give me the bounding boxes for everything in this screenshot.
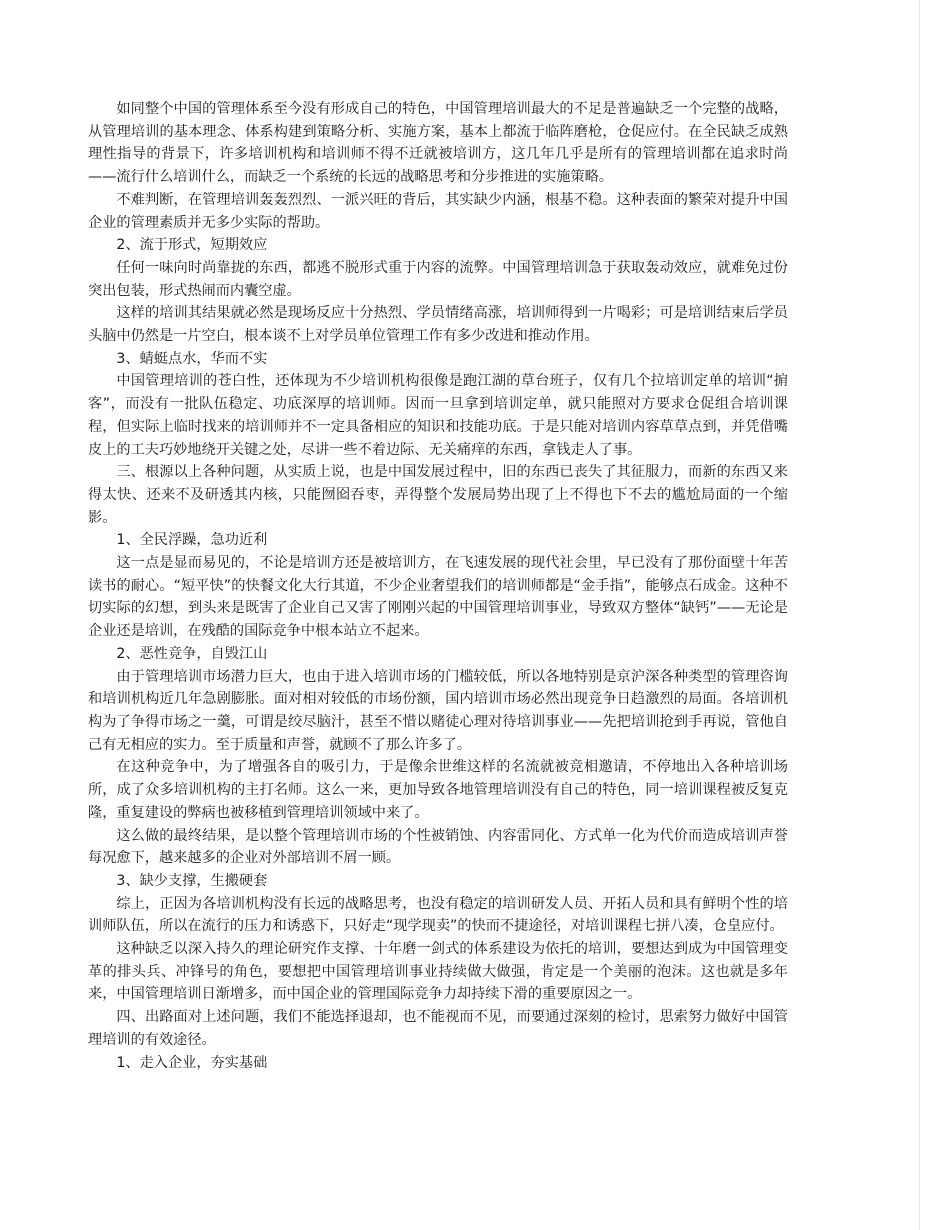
section-heading: 1、全民浮躁，急功近利 [116,532,268,549]
body-paragraph: 这一点是显而易见的，不论是培训方还是被培训方，在飞速发展的现代社会里，早已没有了那份面壁十年苦读书的耐心。“短平快”的快餐文化大行其道，不少企业奢望我们的培训师都是“金手指”，能够点石成金。这种不切实际的幻想，到头来是既害了企业自己又害了刚刚兴起的中国管理培训事业，导致双方整体“缺钙”——无论是企业还是培训，在残酷的国际竞争中根本站立不起来。 [88,555,788,640]
page-edge-line [919,0,920,1230]
body-paragraph: 这么做的最终结果，是以整个管理培训市场的个性被销蚀、内容雷同化、方式单一化为代价而造成培训声誉每况愈下，越来越多的企业对外部培训不屑一顾。 [88,827,788,867]
body-paragraph: 综上，正因为各培训机构没有长远的战略思考，也没有稳定的培训研发人员、开拓人员和具有鲜明个性的培训师队伍，所以在流行的压力和诱惑下，只好走“现学现卖”的快而不捷途径，对培训课程七拼八凑，仓皇应付。 [88,895,788,935]
section-heading: 2、流于形式，短期效应 [116,237,268,254]
body-paragraph: 由于管理培训市场潜力巨大，也由于进入培训市场的门槛较低，所以各地特别是京沪深各种类型的管理咨询和培训机构近几年急剧膨胀。面对相对较低的市场份额，国内培训市场必然出现竞争日趋激烈的局面。各培训机构为了争得市场之一羹，可谓是绞尽脑汁，甚至不惜以赌徒心理对待培训事业——先把培训抢到手再说，管他自己有无相应的实力。至于质量和声誉，就顾不了那么许多了。 [88,668,788,753]
body-paragraph: 在这种竞争中，为了增强各自的吸引力，于是像余世维这样的名流就被竞相邀请，不停地出入各种培训场所，成了众多培训机构的主打名师。这么一来，更加导致各地管理培训没有自己的特色，同一培训课程被反复克隆，重复建设的弊病也被移植到管理培训领域中来了。 [88,759,788,821]
body-paragraph: 这种缺乏以深入持久的理论研究作支撑、十年磨一剑式的体系建设为依托的培训，要想达到成为中国管理变革的排头兵、冲锋号的角色，要想把中国管理培训事业持续做大做强，肯定是一个美丽的泡沫。这也就是多年来，中国管理培训日渐增多，而中国企业的管理国际竞争力却持续下滑的重要原因之一。 [88,941,788,1003]
body-paragraph: 四、出路面对上述问题，我们不能选择退却，也不能视而不见，而要通过深刻的检讨，思索努力做好中国管理培训的有效途径。 [88,1009,788,1048]
document-body [88,98,788,1074]
section-heading: 3、蜻蜓点水，华而不实 [116,350,268,367]
body-paragraph: 如同整个中国的管理体系至今没有形成自己的特色，中国管理培训最大的不足是普遍缺乏一个完整的战略，从管理培训的基本理念、体系构建到策略分析、实施方案，基本上都流于临阵磨枪，仓促应付。在全民缺乏成熟理性指导的背景下，许多培训机构和培训师不得不迁就被培训方，这几年几乎是所有的管理培训都在追求时尚——流行什么培训什么，而缺乏一个系统的长远的战略思考和分步推进的实施策略。 [88,101,788,186]
body-paragraph: 三、根源以上各种问题，从实质上说，也是中国发展过程中，旧的东西已丧失了其征服力，而新的东西又来得太快、还来不及研透其内核，只能囫囵吞枣，弄得整个发展局势出现了上不得也下不去的尴尬局面的一个缩影。 [88,464,788,526]
section-heading: 2、恶性竞争，自毁江山 [116,645,268,662]
section-heading: 1、走入企业，夯实基础 [116,1054,268,1071]
body-paragraph: 中国管理培训的苍白性，还体现为不少培训机构很像是跑江湖的草台班子，仅有几个拉培训定单的培训“掮客”，而没有一批队伍稳定、功底深厚的培训师。因而一旦拿到培训定单，就只能照对方要求仓促组合培训课程，但实际上临时找来的培训师并不一定具备相应的知识和技能功底。于是只能对培训内容草草点到，并凭借嘴皮上的工夫巧妙地绕开关键之处，尽讲一些不着边际、无关痛痒的东西，拿钱走人了事。 [88,373,788,458]
body-paragraph: 不难判断，在管理培训轰轰烈烈、一派兴旺的背后，其实缺少内涵，根基不稳。这种表面的繁荣对提升中国企业的管理素质并无多少实际的帮助。 [88,191,788,231]
section-heading: 3、缺少支撑，生搬硬套 [116,872,268,889]
body-paragraph: 任何一味向时尚靠拢的东西，都逃不脱形式重于内容的流弊。中国管理培训急于获取轰动效应，就难免过份突出包装，形式热闹而内囊空虚。 [88,259,788,299]
body-paragraph: 这样的培训其结果就必然是现场反应十分热烈、学员情绪高涨，培训师得到一片喝彩；可是培训结束后学员头脑中仍然是一片空白，根本谈不上对学员单位管理工作有多少改进和推动作用。 [88,305,788,345]
